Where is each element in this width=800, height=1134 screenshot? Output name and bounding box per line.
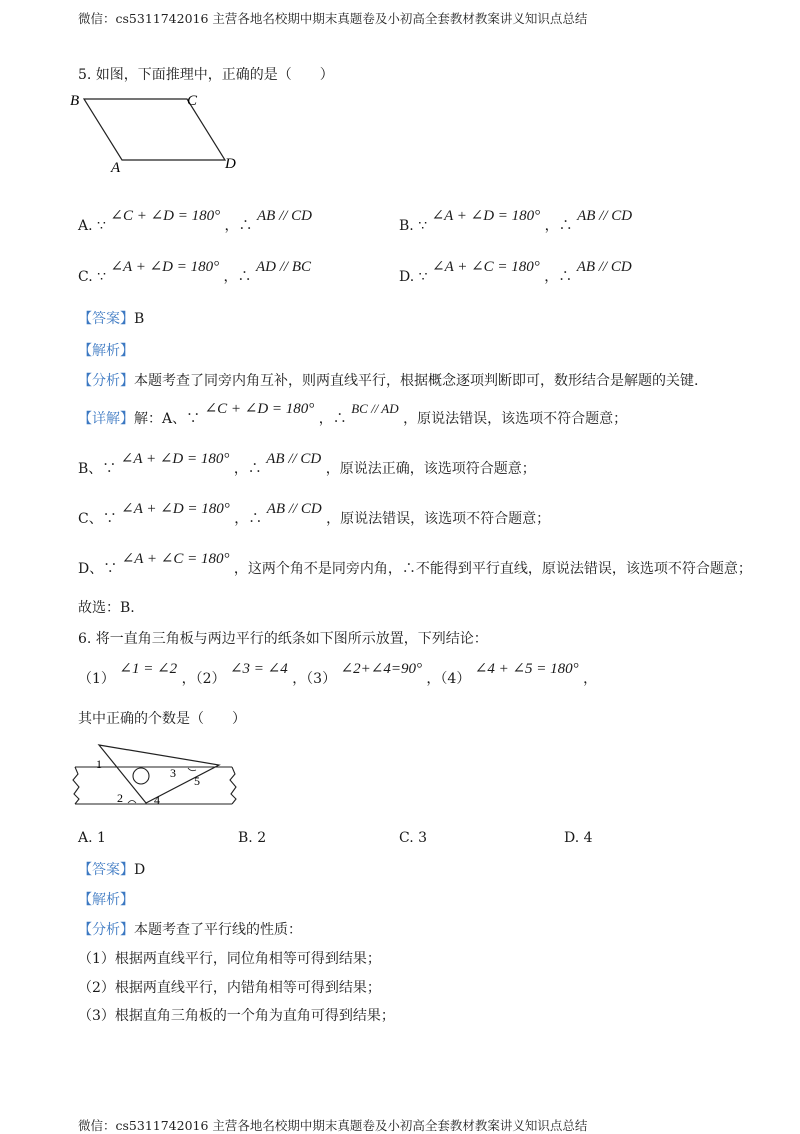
detail-post: ，原说法错误，该选项不符合题意； [403,411,628,427]
conclusion-label: ，（2） [181,671,226,687]
q6-point-2: （2）根据两直线平行，内错角相等可得到结果； [78,980,381,996]
q6-analysis-tag: 【解析】 [78,892,134,908]
angle-arc-3 [188,768,196,771]
detail-pre: B、∵ [78,461,117,477]
q6-count-question: 其中正确的个数是（ ） [78,711,246,727]
q5-option-d [399,259,632,286]
triangle-hole [133,768,149,784]
q6-point-1: （1）根据两直线平行，同位角相等可得到结果； [78,951,381,967]
detail-sep: ，∴ [233,461,262,477]
detail-post: ，原说法错误，该选项不符合题意； [326,511,551,527]
xiangjie-tag: 【详解】 [78,411,134,427]
conclusion-label: ，（3） [292,671,337,687]
option-conclusion: AB // CD [577,208,633,224]
option-sep: ，∴ [544,218,573,234]
detail-conclusion: BC // AD [351,401,399,416]
fenxi-tag: 【分析】 [78,922,134,938]
answer-tag: 【答案】 [78,862,134,878]
q6-option-a: A. 1 [78,830,106,846]
q6-triangle-strip-figure [70,740,245,815]
detail-condition: ∠A + ∠D = 180° [121,501,230,517]
q6-point-3: （3）根据直角三角板的一个角为直角可得到结果； [78,1008,395,1024]
conclusion-end: ， [583,671,598,687]
q5-option-a [78,208,312,235]
fig-label-c: C [187,93,198,109]
detail-sep: ，∴ [234,511,263,527]
option-condition: ∠A + ∠D = 180° [110,259,220,275]
detail-pre: 解：A、∵ [134,411,201,427]
q6-stem: 6. 将一直角三角板与两边平行的纸条如下图所示放置，下列结论： [78,631,488,647]
fig-angle-5: 5 [194,774,200,788]
q5-answer [78,308,144,328]
strip-left-tear [73,767,79,804]
option-label: A. ∵ [78,218,106,234]
detail-pre: D、∵ [78,561,118,577]
detail-post: ，原说法正确，该选项符合题意； [325,461,536,477]
detail-conclusion: AB // CD [266,501,322,517]
option-label: C. ∵ [78,269,107,285]
detail-post: ，这两个角不是同旁内角，∴不能得到平行直线，原说法错误，该选项不符合题意； [233,561,752,577]
option-condition: ∠C + ∠D = 180° [110,208,221,224]
detail-condition: ∠C + ∠D = 180° [204,401,315,417]
answer-value: B [134,311,145,327]
option-sep: ，∴ [224,218,253,234]
q5-option-b [399,208,633,235]
q5-parallelogram-figure [66,88,256,178]
q5-detail-d [78,551,752,578]
page-footer: 微信：cs5311742016 主营各地名校期中期末真题卷及小初高全套教材教案讲义知识点总结 [78,1118,588,1133]
detail-sep: ，∴ [318,411,347,427]
fenxi-text: 本题考查了同旁内角互补，则两直线平行，根据概念逐项判断即可，数形结合是解题的关键. [134,373,699,389]
q5-fenxi [78,370,698,390]
fig-angle-4: 4 [154,793,160,807]
conclusion-expr: ∠2+∠4=90° [340,661,422,677]
answer-value: D [134,862,146,878]
q5-analysis-tag: 【解析】 [78,343,134,359]
q6-option-b: B. 2 [238,830,267,846]
q6-fenxi [78,919,302,939]
answer-tag: 【答案】 [78,311,134,327]
strip-right-tear [230,767,236,804]
parallelogram-shape [84,99,225,160]
option-sep: ，∴ [544,269,573,285]
fig-angle-3: 3 [170,766,176,780]
option-sep: ，∴ [223,269,252,285]
conclusion-expr: ∠1 = ∠2 [119,661,178,677]
q6-option-c: C. 3 [399,830,428,846]
fig-angle-2: 2 [117,791,123,805]
option-label: D. ∵ [399,269,428,285]
conclusion-expr: ∠4 + ∠5 = 180° [474,661,579,677]
q5-detail-b [78,451,536,478]
option-conclusion: AB // CD [257,208,312,224]
q6-conclusions [78,661,598,688]
q6-answer [78,859,145,879]
detail-condition: ∠A + ∠D = 180° [120,451,230,467]
q6-option-d: D. 4 [564,830,593,846]
option-label: B. ∵ [399,218,428,234]
fig-angle-1: 1 [96,757,102,771]
conclusion-label: ，（4） [426,671,471,687]
detail-condition: ∠A + ∠C = 180° [121,551,230,567]
option-conclusion: AB // CD [576,259,632,275]
q5-detail-c [78,501,551,528]
fig-label-a: A [111,160,121,176]
fenxi-text: 本题考查了平行线的性质： [134,922,302,938]
q5-stem: 5. 如图，下面推理中，正确的是（ ） [78,67,334,83]
detail-conclusion: AB // CD [266,451,322,467]
page-header: 微信：cs5311742016 主营各地名校期中期末真题卷及小初高全套教材教案讲义知识点总结 [78,11,588,26]
q5-option-c [78,259,311,286]
option-condition: ∠A + ∠C = 180° [432,259,540,275]
angle-arc-2 [128,801,136,804]
detail-pre: C、∵ [78,511,117,527]
option-conclusion: AD // BC [256,259,311,275]
fig-label-d: D [225,156,236,172]
fig-label-b: B [70,93,80,109]
q5-detail-a [78,401,628,428]
fenxi-tag: 【分析】 [78,373,134,389]
option-condition: ∠A + ∠D = 180° [431,208,541,224]
q5-choose: 故选：B. [78,600,135,616]
conclusion-expr: ∠3 = ∠4 [229,661,288,677]
conclusion-label: （1） [78,671,115,687]
